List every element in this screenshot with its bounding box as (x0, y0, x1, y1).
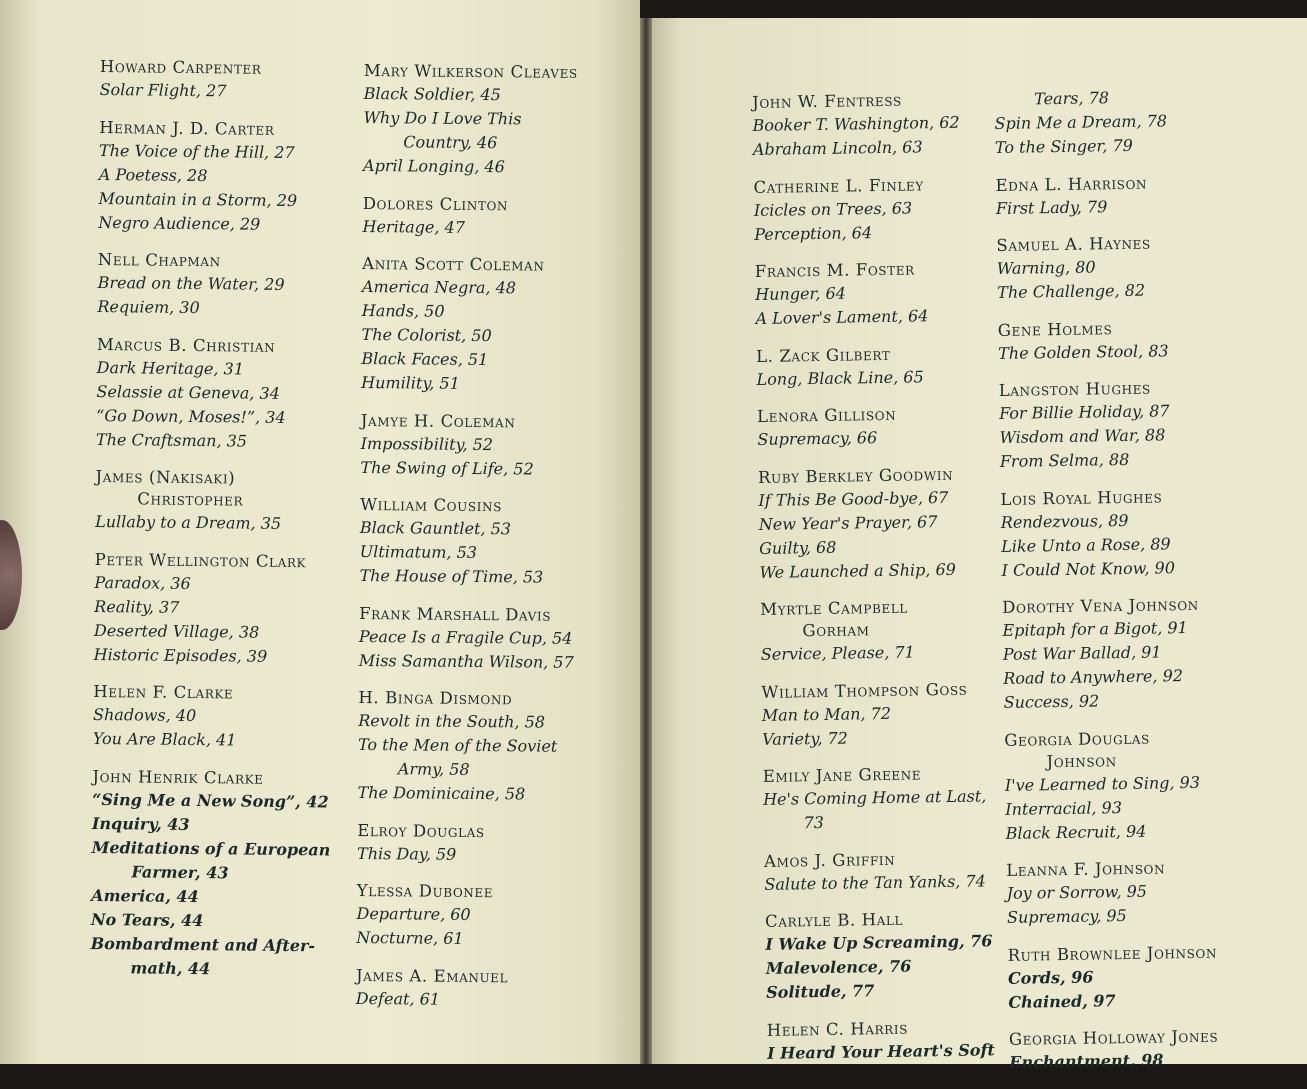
poem-entry: Guilty, 68 (759, 537, 837, 558)
poem-entry: Cords, 96 (1007, 967, 1094, 988)
poem-entry: Chained, 97 (1008, 990, 1116, 1012)
poem-entry: 73 (803, 812, 824, 833)
poem-entry: April Longing, 46 (362, 155, 505, 177)
poem-entry: The House of Time, 53 (359, 565, 544, 587)
poem-entry: Joy or Sorrow, 95 (1006, 881, 1148, 903)
poem-entry: Interracial, 93 (1005, 797, 1123, 819)
poem-entry: The Swing of Life, 52 (360, 457, 534, 478)
poem-entry: I Could Not Know, 90 (1001, 557, 1176, 580)
poem-entry: To the Men of the Soviet (357, 734, 558, 756)
author-name-line: Samuel A. Haynes (996, 233, 1151, 255)
author-name-line: Ruth Brownlee Johnson (1007, 942, 1218, 965)
author-name (98, 249, 348, 274)
index-entry (359, 494, 610, 590)
index-entry (356, 880, 607, 952)
poem-entry: Shadows, 40 (93, 704, 197, 726)
poem-entry: Spin Me a Dream, 78 (994, 111, 1168, 133)
index-entry (1000, 484, 1261, 582)
poem-entry: America Negra, 48 (361, 276, 517, 298)
poem-entry: Mountain in a Storm, 29 (98, 188, 298, 210)
poem-entry: Road to Anywhere, 92 (1003, 666, 1184, 688)
index-entry (356, 964, 606, 1012)
poem-entry: We Launched a Ship, 69 (759, 559, 956, 582)
author-name (359, 602, 609, 626)
poem-entry: Country, 46 (403, 132, 498, 153)
poem-entry: Perception, 64 (754, 222, 873, 244)
poem-entry: I Wake Up Screaming, 76 (765, 931, 993, 954)
index-entry (999, 376, 1260, 474)
poem-entry: Service, Please, 71 (760, 642, 915, 664)
poem-entry: Abraham Lincoln, 63 (752, 137, 923, 159)
poem-entry: Impossibility, 52 (360, 433, 494, 454)
index-column-4 (994, 84, 1270, 1089)
index-entry (362, 192, 612, 240)
poem-entry: math, 44 (130, 957, 211, 978)
poem-entry: First Lady, 79 (995, 196, 1108, 218)
poem-entry: A Poetess, 28 (98, 164, 208, 185)
index-entry (758, 463, 1000, 585)
author-name-line: William Cousins (360, 494, 503, 516)
index-entry (361, 253, 612, 397)
poem-entry: New Year's Prayer, 67 (758, 511, 938, 534)
index-entry (752, 88, 993, 162)
author-name (358, 687, 608, 711)
poem-entry: To the Singer, 79 (994, 135, 1134, 157)
poem-entry: Supremacy, 66 (757, 428, 878, 449)
index-entry (995, 170, 1256, 220)
poem-entry: The Golden Stool, 83 (998, 340, 1169, 363)
index-entry (1006, 856, 1267, 930)
index-entry (763, 762, 1004, 836)
author-name-line: Nell Chapman (97, 249, 221, 271)
poem-entry: The Craftsman, 35 (95, 429, 248, 451)
author-name-line: John W. Fentress (752, 90, 902, 112)
author-name (1004, 725, 1265, 773)
poem-entry: Black Soldier, 45 (363, 83, 501, 105)
author-name (93, 681, 343, 706)
poem-entry: He's Coming Home at Last, (762, 786, 987, 809)
author-name-line: Lenora Gillison (756, 404, 897, 426)
author-name (361, 409, 611, 433)
left-page (0, 0, 646, 1064)
index-entry (1007, 940, 1268, 1014)
poem-entry: If This Be Good-bye, 67 (758, 487, 949, 510)
poem-entry: This Day, 59 (356, 843, 457, 864)
poem-entry: Ultimatum, 53 (359, 541, 478, 563)
author-name-line: Langston Hughes (998, 378, 1151, 400)
index-column-2 (356, 60, 614, 1027)
author-name (95, 548, 345, 573)
author-name-line: Frank Marshall Davis (359, 603, 552, 625)
poem-entry: Nocturne, 61 (356, 927, 464, 948)
index-entry (100, 56, 350, 105)
thumb-shadow (0, 520, 22, 630)
author-name-line: Myrtle Campbell (759, 597, 909, 619)
poem-entry: Selassie at Geneva, 34 (96, 381, 280, 403)
author-name (97, 333, 347, 358)
author-name-line: Leanna F. Johnson (1006, 858, 1166, 880)
index-entry (94, 548, 345, 669)
poem-entry: Peace Is a Fragile Cup, 54 (358, 626, 573, 648)
poem-entry: “Sing Me a New Song”, 42 (92, 789, 329, 811)
background-edge (640, 0, 1307, 18)
author-name-line: James (Nakisaki) (95, 466, 236, 488)
author-name-line: Marcus B. Christian (96, 334, 276, 356)
index-entry (359, 602, 610, 674)
author-name-line: Anita Scott Coleman (362, 253, 545, 275)
poem-entry: Meditations of a European (91, 837, 331, 859)
author-name (95, 466, 345, 513)
poem-entry: Like Unto a Rose, 89 (1001, 533, 1171, 556)
author-name-line: Ruby Berkley Goodwin (757, 464, 954, 487)
author-name-line: Christopher (137, 489, 244, 510)
poem-entry: Hunger, 64 (755, 283, 847, 304)
poem-entry: Epitaph for a Bigot, 91 (1002, 618, 1188, 640)
poem-entry: A Lover's Lament, 64 (755, 306, 929, 328)
poem-entry: Requiem, 30 (97, 296, 200, 318)
author-name-line: H. Binga Dismond (358, 687, 513, 709)
author-name-line: Ylessa Dubonee (356, 880, 494, 902)
index-entry (765, 907, 1006, 1005)
author-name-line: Gorham (802, 620, 870, 641)
index-entry (757, 402, 998, 452)
author-name-line: William Thompson Goss (761, 679, 968, 702)
author-name-line: L. Zack Gilbert (755, 344, 891, 366)
poem-entry: For Billie Holiday, 87 (998, 401, 1170, 423)
poem-entry: Tears, 78 (1034, 88, 1110, 109)
poem-entry: Icicles on Trees, 63 (753, 198, 913, 220)
poem-entry: Heritage, 47 (362, 216, 466, 237)
author-name-line: Georgia Douglas (1004, 728, 1151, 750)
author-name-line: Peter Wellington Clark (94, 549, 307, 571)
poem-entry: Lullaby to a Dream, 35 (95, 511, 282, 533)
index-entry (97, 249, 348, 322)
author-name-line: Edna L. Harrison (995, 173, 1148, 195)
poem-entry: Dark Heritage, 31 (96, 357, 245, 379)
index-entry (996, 231, 1257, 305)
author-name-line: Carlyle B. Hall (764, 909, 904, 931)
author-name (360, 494, 610, 518)
poem-entry: Reality, 37 (94, 596, 180, 617)
author-name-line: Helen C. Harris (766, 1018, 909, 1040)
index-entry (1009, 1025, 1270, 1075)
author-name (92, 765, 342, 790)
author-name-line: Georgia Holloway Jones (1008, 1026, 1219, 1049)
poem-entry: I've Learned to Sing, 93 (1004, 772, 1201, 795)
index-entry (755, 257, 996, 331)
poem-entry: Bread on the Water, 29 (97, 272, 285, 294)
index-entry (753, 173, 994, 247)
poem-entry: Black Faces, 51 (361, 348, 489, 370)
poem-entry: Success, 92 (1003, 691, 1100, 712)
author-name-line: James A. Emanuel (355, 965, 509, 986)
author-name-line: Howard Carpenter (99, 56, 262, 78)
author-name-line: Dorothy Vena Johnson (1002, 594, 1199, 617)
index-column-3 (752, 88, 1007, 1080)
index-entry (760, 595, 1001, 667)
poem-entry: Man to Man, 72 (761, 703, 892, 725)
index-entry (767, 1016, 1008, 1066)
index-entry (994, 84, 1255, 160)
author-name (357, 819, 607, 843)
poem-entry: Humility, 51 (361, 372, 460, 393)
author-name-line: Catherine L. Finley (753, 174, 924, 197)
index-entry (363, 60, 614, 180)
author-name (761, 678, 1001, 704)
index-column-1 (90, 56, 350, 997)
poem-entry: Bombardment and After- (90, 933, 316, 955)
index-entry (764, 847, 1005, 897)
poem-entry: The Voice of the Hill, 27 (98, 140, 295, 162)
poem-entry: The Challenge, 82 (997, 280, 1146, 302)
poem-entry: Salute to the Tan Yanks, 74 (764, 870, 986, 894)
poem-entry: Supremacy, 95 (1006, 906, 1127, 927)
author-name-line: Elroy Douglas (357, 820, 485, 841)
poem-entry: “Go Down, Moses!”, 34 (96, 405, 286, 427)
author-name-line: Herman J. D. Carter (99, 117, 275, 139)
poem-entry: The Colorist, 50 (361, 324, 492, 346)
poem-entry: Paradox, 36 (94, 572, 191, 593)
index-entry (357, 687, 608, 807)
author-name-line: Francis M. Foster (754, 259, 915, 281)
poem-entry: Black Recruit, 94 (1005, 821, 1147, 843)
author-name (363, 192, 613, 216)
poem-entry: Booker T. Washington, 62 (752, 112, 960, 135)
index-entry (357, 819, 607, 867)
poem-entry: Farmer, 43 (131, 861, 229, 882)
author-name-line: Gene Holmes (997, 318, 1113, 340)
poem-entry: Rendezvous, 89 (1000, 510, 1129, 532)
poem-entry: Solitude, 77 (765, 981, 875, 1002)
poem-entry: Miss Samantha Wilson, 57 (358, 650, 574, 672)
poem-entry: America, 44 (91, 885, 199, 906)
poem-entry: Deserted Village, 38 (93, 620, 260, 642)
poem-entry: The Dominicaine, 58 (357, 782, 526, 804)
author-name (356, 964, 606, 988)
poem-entry: Malevolence, 76 (765, 956, 912, 978)
author-name-line: Mary Wilkerson Cleaves (363, 60, 578, 82)
author-name-line: Johnson (1046, 750, 1117, 771)
index-entry (96, 333, 347, 454)
poem-entry: From Selma, 88 (999, 449, 1130, 471)
index-entry (1002, 593, 1264, 715)
index-entry (998, 315, 1259, 365)
index-entry (1004, 725, 1266, 845)
poem-entry: Black Gauntlet, 53 (359, 517, 512, 539)
poem-entry: Long, Black Line, 65 (756, 366, 924, 389)
poem-entry: Post War Ballad, 91 (1002, 642, 1162, 664)
poem-entry: Negro Audience, 29 (98, 212, 261, 234)
author-name-line: John Henrik Clarke (92, 766, 264, 788)
poem-entry: Solar Flight, 27 (99, 79, 227, 101)
author-name-line: Lois Royal Hughes (1000, 486, 1163, 509)
author-name-line: Emily Jane Greene (762, 764, 922, 786)
poem-entry: Warning, 80 (996, 257, 1096, 278)
poem-entry: Hands, 50 (361, 300, 445, 321)
book-gutter (640, 0, 652, 1064)
author-name (364, 60, 614, 84)
index-entry (95, 466, 346, 537)
poem-entry: Why Do I Love This (363, 107, 522, 129)
poem-entry: Departure, 60 (356, 903, 471, 924)
author-name (760, 595, 1001, 643)
author-name (99, 116, 349, 141)
poem-entry: Historic Episodes, 39 (93, 644, 268, 666)
author-name-line: Jamye H. Coleman (360, 410, 516, 431)
poem-entry: Variety, 72 (762, 728, 849, 749)
author-name-line: Amos J. Griffin (763, 849, 896, 871)
author-name-line: Dolores Clinton (362, 193, 509, 214)
poem-entry: Inquiry, 43 (91, 813, 190, 834)
author-name (100, 56, 350, 81)
poem-entry: Enchantment, 98 (1009, 1050, 1164, 1072)
index-entry (761, 678, 1002, 752)
index-entry (360, 409, 611, 481)
poem-entry: I Heard Your Heart's Soft (766, 1039, 995, 1063)
poem-entry: No Tears, 44 (90, 909, 204, 930)
author-name-line: Helen F. Clarke (93, 681, 234, 703)
poem-entry: Revolt in the South, 58 (358, 710, 546, 732)
poem-entry: You Are Black, 41 (92, 728, 237, 750)
poem-entry: Wisdom and War, 88 (999, 425, 1166, 447)
index-entry (90, 765, 342, 982)
index-entry (98, 116, 349, 237)
index-entry (93, 681, 344, 754)
author-name (362, 253, 612, 277)
author-name (357, 880, 607, 904)
poem-entry: Defeat, 61 (355, 988, 441, 1009)
index-entry (756, 342, 997, 392)
poem-entry: Army, 58 (397, 759, 470, 779)
